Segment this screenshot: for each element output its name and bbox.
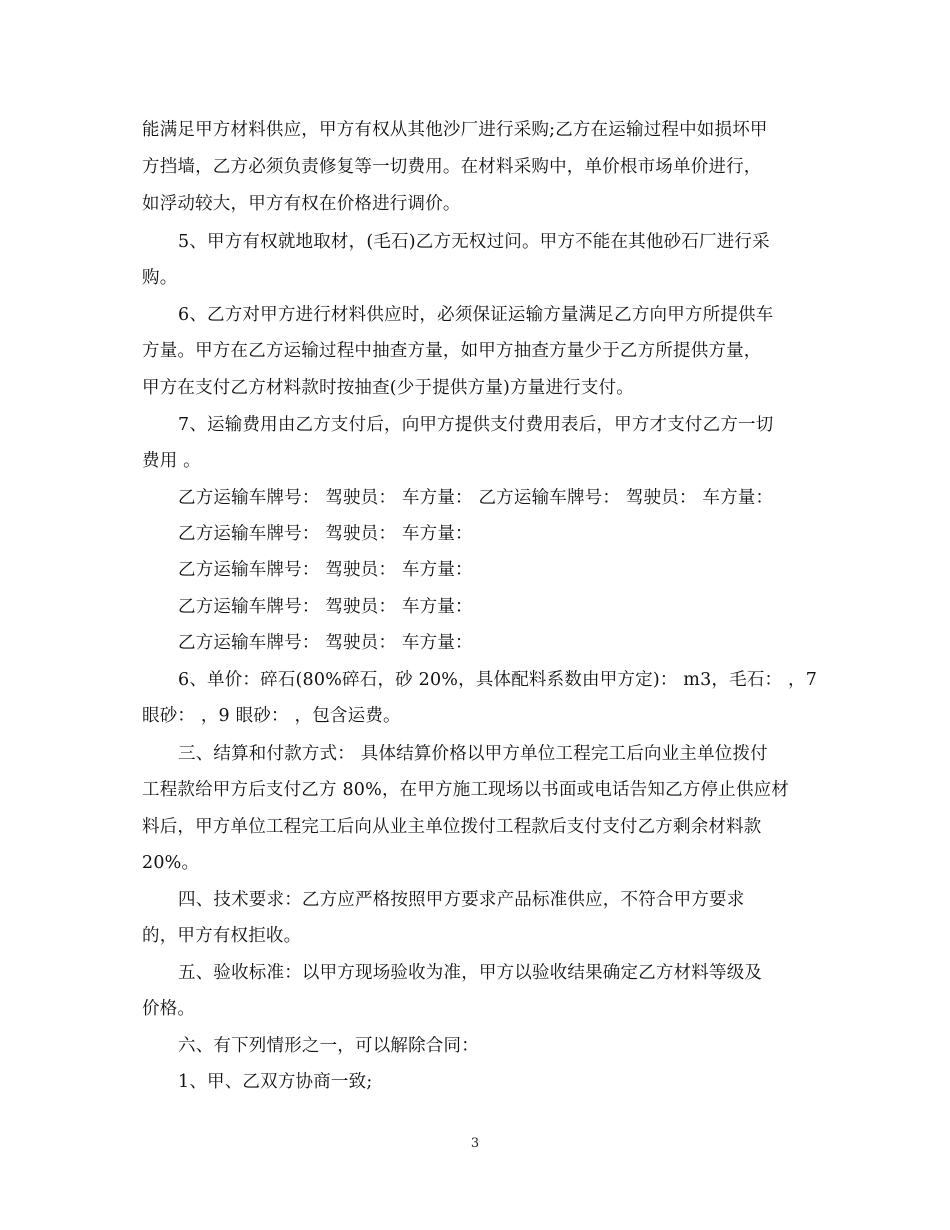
body-line: 眼砂： ，9 眼砂： ，包含运费。 bbox=[142, 706, 401, 726]
body-line: 乙方运输车牌号： 驾驶员： 车方量： bbox=[178, 597, 473, 617]
body-line: 甲方在支付乙方材料款时按抽查(少于提供方量)方量进行支付。 bbox=[142, 378, 634, 398]
body-line: 乙方运输车牌号： 驾驶员： 车方量： bbox=[178, 560, 473, 580]
body-line: 6、单价：碎石(80%碎石，砂 20%，具体配料系数由甲方定)： m3，毛石： ，7 bbox=[178, 670, 818, 690]
body-line: 1、甲、乙双方协商一致; bbox=[178, 1072, 373, 1092]
body-line: 如浮动较大，甲方有权在价格进行调价。 bbox=[142, 194, 461, 214]
body-line: 购。 bbox=[142, 268, 178, 288]
body-line: 费用 。 bbox=[142, 451, 201, 471]
body-line: 料后，甲方单位工程完工后向从业主单位拨付工程款后支付支付乙方剩余材料款 bbox=[142, 817, 762, 837]
body-line: 方量。甲方在乙方运输过程中抽查方量，如甲方抽查方量少于乙方所提供方量， bbox=[142, 341, 762, 361]
body-line: 6、乙方对甲方进行材料供应时，必须保证运输方量满足乙方向甲方所提供车 bbox=[178, 305, 774, 325]
body-line: 三、结算和付款方式： 具体结算价格以甲方单位工程完工后向业主单位拨付 bbox=[178, 744, 768, 764]
body-line: 能满足甲方材料供应，甲方有权从其他沙厂进行采购;乙方在运输过程中如损坏甲 bbox=[142, 120, 768, 140]
body-line: 乙方运输车牌号： 驾驶员： 车方量： bbox=[178, 633, 473, 653]
page-number: 3 bbox=[470, 1136, 480, 1151]
body-line: 价格。 bbox=[142, 999, 196, 1019]
body-line: 四、技术要求：乙方应严格按照甲方要求产品标准供应，不符合甲方要求 bbox=[178, 890, 745, 910]
body-line: 5、甲方有权就地取材，(毛石)乙方无权过问。甲方不能在其他砂石厂进行采 bbox=[178, 232, 770, 252]
body-line: 20%。 bbox=[142, 853, 200, 873]
body-line: 的，甲方有权拒收。 bbox=[142, 926, 302, 946]
body-line: 方挡墙，乙方必须负责修复等一切费用。在材料采购中，单价根市场单价进行， bbox=[142, 157, 762, 177]
body-line: 乙方运输车牌号： 驾驶员： 车方量： bbox=[178, 524, 473, 544]
body-line: 工程款给甲方后支付乙方 80%，在甲方施工现场以书面或电话告知乙方停止供应材 bbox=[142, 780, 790, 800]
body-line: 7、运输费用由乙方支付后，向甲方提供支付费用表后，甲方才支付乙方一切 bbox=[178, 415, 774, 435]
body-line: 六、有下列情形之一，可以解除合同： bbox=[178, 1036, 479, 1056]
body-line: 五、验收标准：以甲方现场验收为准，甲方以验收结果确定乙方材料等级及 bbox=[178, 963, 763, 983]
body-line: 乙方运输车牌号： 驾驶员： 车方量： 乙方运输车牌号： 驾驶员： 车方量： bbox=[178, 488, 774, 508]
